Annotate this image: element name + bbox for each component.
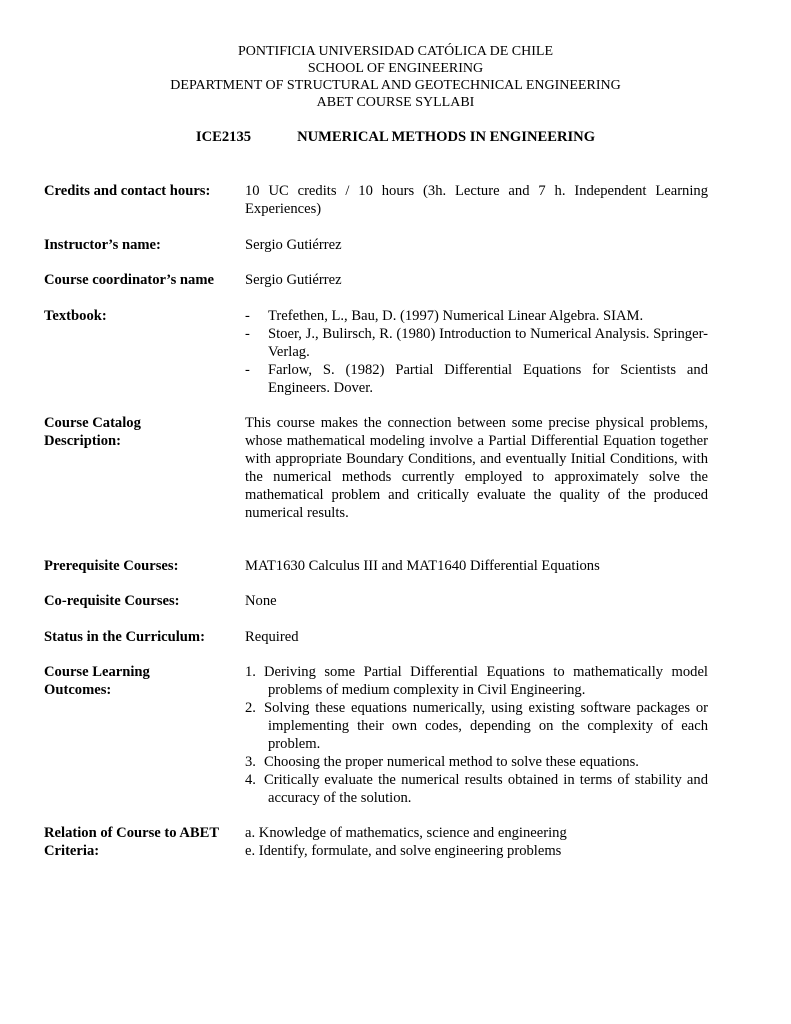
textbook-list xyxy=(245,307,708,397)
abet-criterion: e. Identify, formulate, and solve engineering problems xyxy=(245,843,562,859)
abet-section xyxy=(44,824,708,864)
abet-label-line: Relation of Course to ABET xyxy=(44,825,220,841)
outcome-text: Deriving some Partial Differential Equations to mathematically model problems of medium complexity in Civil Engineering. xyxy=(264,664,708,698)
outcome-text: Critically evaluate the numerical results obtained in terms of stability and accuracy of the solution. xyxy=(264,772,708,806)
list-marker: - xyxy=(245,326,250,342)
instructor-value: Sergio Gutiérrez xyxy=(245,237,342,253)
catalog-description: This course makes the connection between some precise physical problems, whose mathematical modeling involve a Partial Differential Equation together with appropriate Boundary Conditions, and eventually Initial Conditions, with the numerical methods currently employed to approximately solve the mathematical problem and critically evaluate the quality of the produced numerical results. xyxy=(245,415,708,521)
abet-criterion: a. Knowledge of mathematics, science and engineering xyxy=(245,825,567,841)
coordinator-section xyxy=(44,271,708,291)
outcomes-label-line: Outcomes: xyxy=(44,682,112,698)
textbook-section xyxy=(44,307,708,399)
abet-criteria xyxy=(245,824,708,860)
outcomes-label-line: Course Learning xyxy=(44,664,150,680)
outcome-item xyxy=(245,771,708,807)
document-header xyxy=(0,43,791,111)
textbook-label: Textbook: xyxy=(44,308,107,324)
outcomes-label xyxy=(44,663,244,699)
catalog-label-line: Description: xyxy=(44,433,122,449)
outcome-item xyxy=(245,663,708,699)
outcome-number: 2. xyxy=(245,700,256,716)
corequisites-value: None xyxy=(245,593,277,609)
outcome-item xyxy=(245,699,708,753)
outcomes-list xyxy=(245,663,708,807)
outcome-number: 4. xyxy=(245,772,256,788)
catalog-label-line: Course Catalog xyxy=(44,415,141,431)
course-code: ICE2135 xyxy=(195,129,252,145)
corequisites-label: Co-requisite Courses: xyxy=(44,593,180,609)
textbook-item xyxy=(245,307,708,325)
prerequisites-label: Prerequisite Courses: xyxy=(44,558,179,574)
instructor-section xyxy=(44,236,708,256)
list-marker: - xyxy=(245,308,250,324)
catalog-label xyxy=(44,414,244,450)
textbook-item-text: Stoer, J., Bulirsch, R. (1980) Introduction to Numerical Analysis. Springer-Verlag. xyxy=(268,326,708,360)
textbook-item xyxy=(245,325,708,361)
list-marker: - xyxy=(245,362,250,378)
document-type: ABET COURSE SYLLABI xyxy=(316,95,475,110)
outcome-number: 3. xyxy=(245,754,256,770)
abet-label xyxy=(44,824,244,860)
abet-label-line: Criteria: xyxy=(44,843,100,859)
textbook-list-wrapper xyxy=(245,307,708,397)
outcomes-section xyxy=(44,663,708,809)
coordinator-label: Course coordinator’s name xyxy=(44,272,214,288)
credits-value: 10 UC credits / 10 hours (3h. Lecture and 7 h. Independent Learning Experiences) xyxy=(245,183,708,217)
textbook-item-text: Farlow, S. (1982) Partial Differential Equations for Scientists and Engineers. Dover. xyxy=(268,362,708,396)
outcome-text: Choosing the proper numerical method to solve these equations. xyxy=(264,754,639,770)
school-name: SCHOOL OF ENGINEERING xyxy=(307,61,484,76)
textbook-item xyxy=(245,361,708,397)
coordinator-value: Sergio Gutiérrez xyxy=(245,272,342,288)
credits-label: Credits and contact hours: xyxy=(44,183,211,199)
course-title xyxy=(0,128,791,146)
prerequisites-section xyxy=(44,557,708,577)
instructor-label: Instructor’s name: xyxy=(44,237,161,253)
course-name: NUMERICAL METHODS IN ENGINEERING xyxy=(297,129,596,145)
outcome-text: Solving these equations numerically, using existing software packages or implementing their own codes, depending on the complexity of each problem. xyxy=(264,700,708,752)
corequisites-section xyxy=(44,592,708,612)
status-section xyxy=(44,628,708,648)
outcome-number: 1. xyxy=(245,664,256,680)
credits-section xyxy=(44,182,708,222)
university-name: PONTIFICIA UNIVERSIDAD CATÓLICA DE CHILE xyxy=(238,44,553,59)
status-label: Status in the Curriculum: xyxy=(44,629,205,645)
textbook-item-text: Trefethen, L., Bau, D. (1997) Numerical Linear Algebra. SIAM. xyxy=(268,308,644,324)
status-value: Required xyxy=(245,629,299,645)
department-name: DEPARTMENT OF STRUCTURAL AND GEOTECHNICAL ENGINEERING xyxy=(170,78,621,93)
outcome-item xyxy=(245,753,708,771)
catalog-section xyxy=(44,414,708,524)
prerequisites-value: MAT1630 Calculus III and MAT1640 Differential Equations xyxy=(245,558,600,574)
outcomes-list-wrapper xyxy=(245,663,708,807)
